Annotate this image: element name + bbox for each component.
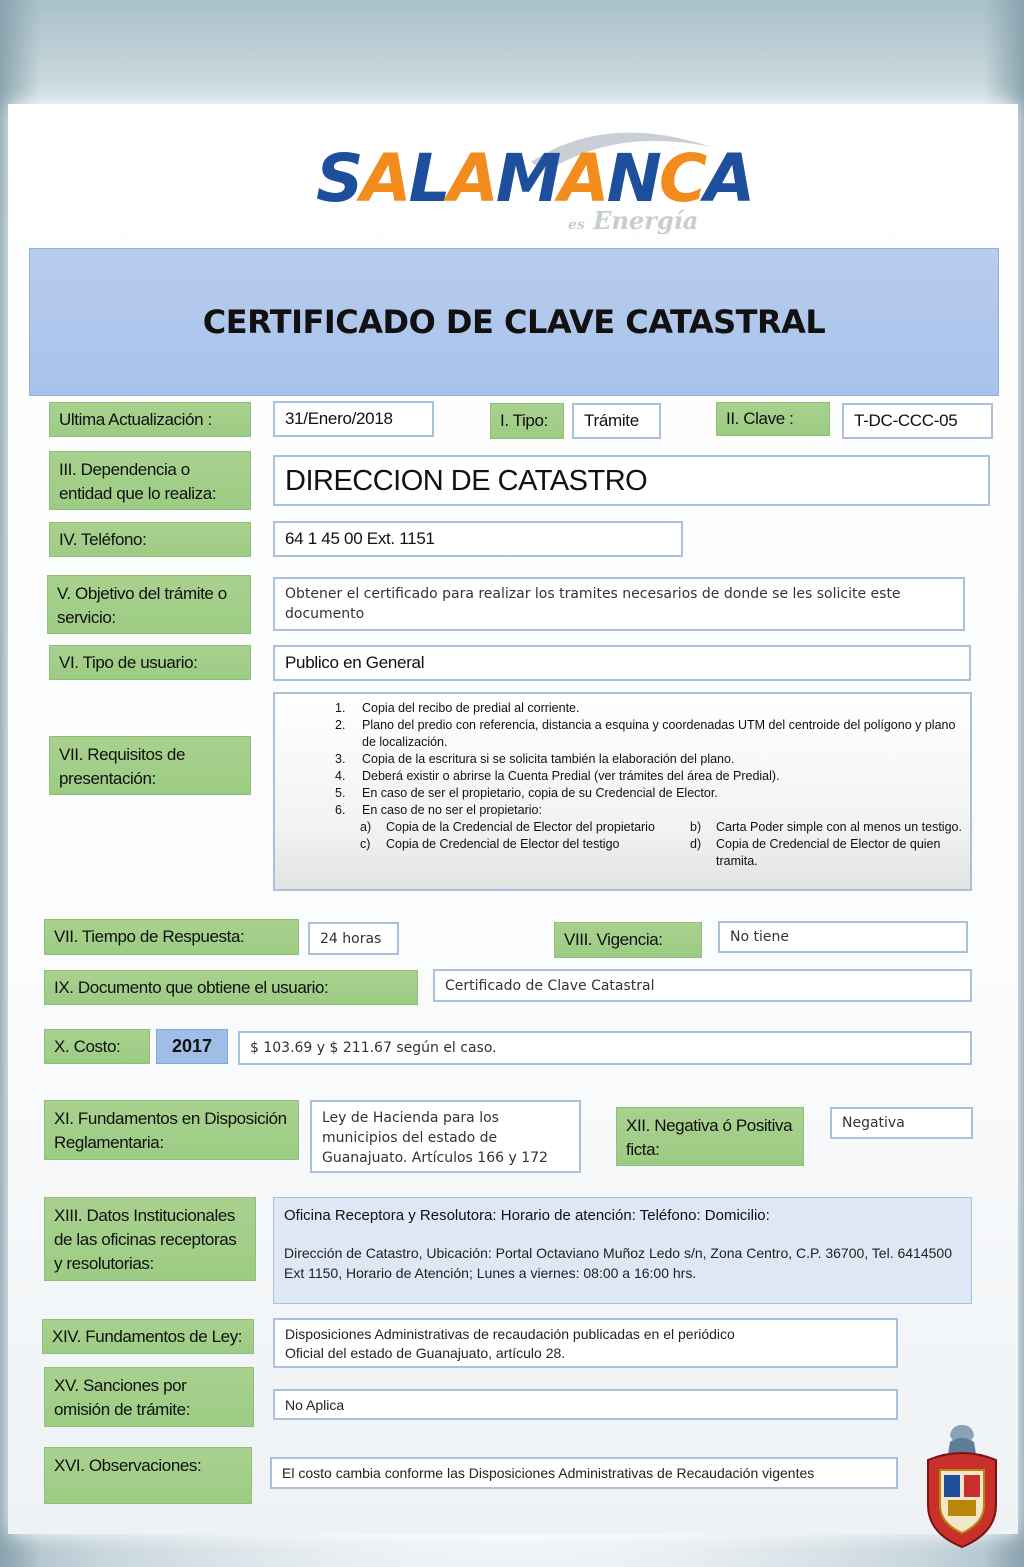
documento-value: Certificado de Clave Catastral	[433, 969, 972, 1002]
logo-subtitle: es Energía	[568, 206, 699, 235]
list-item: 5. En caso de ser el propietario, copia de su Credencial de Elector.	[335, 786, 718, 800]
sub-list-item: b) Carta Poder simple con al menos un testigo.	[690, 820, 962, 834]
salamanca-logo	[316, 122, 753, 242]
list-item: 1. Copia del recibo de predial al corriente.	[335, 701, 580, 715]
ley-label: XIV. Fundamentos de Ley:	[42, 1319, 254, 1354]
sanciones-value: No Aplica	[273, 1389, 898, 1420]
tipo-label: I. Tipo:	[490, 403, 564, 439]
sub-list-item: d) Copia de Credencial de Elector de quien tramita.	[690, 837, 941, 868]
list-item: 6. En caso de no ser el propietario:	[335, 803, 542, 817]
negativa-label: XII. Negativa ó Positiva ficta:	[616, 1107, 804, 1166]
ley-value-line-1: Disposiciones Administrativas de recaudación publicadas en el periódico	[285, 1326, 735, 1342]
telefono-label: IV. Teléfono:	[49, 522, 251, 557]
update-value: 31/Enero/2018	[273, 401, 434, 437]
datos-head: Oficina Receptora y Resolutora: Horario de atención: Teléfono: Domicilio:	[284, 1207, 770, 1224]
clave-value: T-DC-CCC-05	[842, 403, 993, 439]
tiempo-value: 24 horas	[308, 922, 399, 955]
requisitos-label: VII. Requisitos de presentación:	[49, 736, 251, 795]
observaciones-value: El costo cambia conforme las Disposiciones Administrativas de Recaudación vigentes	[270, 1457, 898, 1489]
fundamentos-disp-value: Ley de Hacienda para los municipios del estado de Guanajuato. Artículos 166 y 172	[310, 1100, 581, 1173]
page-title: CERTIFICADO DE CLAVE CATASTRAL	[202, 303, 826, 341]
costo-year: 2017	[156, 1029, 228, 1064]
coat-of-arms-icon	[922, 1420, 1002, 1550]
update-label: Ultima Actualización :	[49, 402, 251, 437]
dependencia-value: DIRECCION DE CATASTRO	[273, 455, 990, 506]
costo-label: X. Costo:	[44, 1029, 150, 1064]
sub-list-item: c) Copia de Credencial de Elector del testigo	[360, 837, 620, 851]
objetivo-label: V. Objetivo del trámite o servicio:	[47, 575, 251, 634]
list-item: 3. Copia de la escritura si se solicita también la elaboración del plano.	[335, 752, 735, 766]
ley-value-line-2: Oficial del estado de Guanajuato, artículo 28.	[285, 1345, 566, 1361]
list-item: 4. Deberá existir o abrirse la Cuenta Predial (ver trámites del área de Predial).	[335, 769, 780, 783]
title-banner	[29, 248, 999, 396]
negativa-value: Negativa	[830, 1107, 973, 1139]
background-top	[0, 0, 1024, 110]
objetivo-value: Obtener el certificado para realizar los tramites necesarios de donde se les solicite este documento	[273, 577, 965, 631]
sub-list-item: a) Copia de la Credencial de Elector del propietario	[360, 820, 655, 834]
vigencia-value: No tiene	[718, 921, 968, 953]
usuario-value: Publico en General	[273, 645, 971, 681]
datos-box	[273, 1197, 972, 1304]
requisitos-list	[273, 692, 972, 891]
sanciones-label: XV. Sanciones por omisión de trámite:	[44, 1367, 254, 1427]
sub-requisitos	[335, 819, 962, 870]
telefono-value: 64 1 45 00 Ext. 1151	[273, 521, 683, 557]
logo-word: SALAMANCA	[316, 140, 753, 217]
datos-value: Dirección de Catastro, Ubicación: Portal Octaviano Muñoz Ledo s/n, Zona Centro, C.P. 36700, Tel. 6414500 Ext 1150, Horario de Atención; Lunes a viernes: 08:00 a 16:00 hrs.	[284, 1245, 952, 1281]
vigencia-label: VIII. Vigencia:	[554, 922, 702, 958]
documento-label: IX. Documento que obtiene el usuario:	[44, 970, 418, 1005]
tipo-value: Trámite	[572, 403, 661, 439]
dependencia-label: III. Dependencia o entidad que lo realiza:	[49, 451, 251, 510]
datos-label: XIII. Datos Institucionales de las oficinas receptoras y resolutorias:	[44, 1197, 256, 1281]
observaciones-label: XVI. Observaciones:	[44, 1447, 252, 1504]
tiempo-label: VII. Tiempo de Respuesta:	[44, 919, 299, 955]
usuario-label: VI. Tipo de usuario:	[49, 645, 251, 680]
costo-value: $ 103.69 y $ 211.67 según el caso.	[238, 1031, 972, 1065]
clave-label: II. Clave :	[716, 402, 830, 436]
fundamentos-disp-label: XI. Fundamentos en Disposición Reglamentaria:	[44, 1100, 299, 1160]
list-item: 2. Plano del predio con referencia, distancia a esquina y coordenadas UTM del centroide del polígono y plano de localización.	[335, 718, 956, 749]
ley-value	[273, 1318, 898, 1368]
